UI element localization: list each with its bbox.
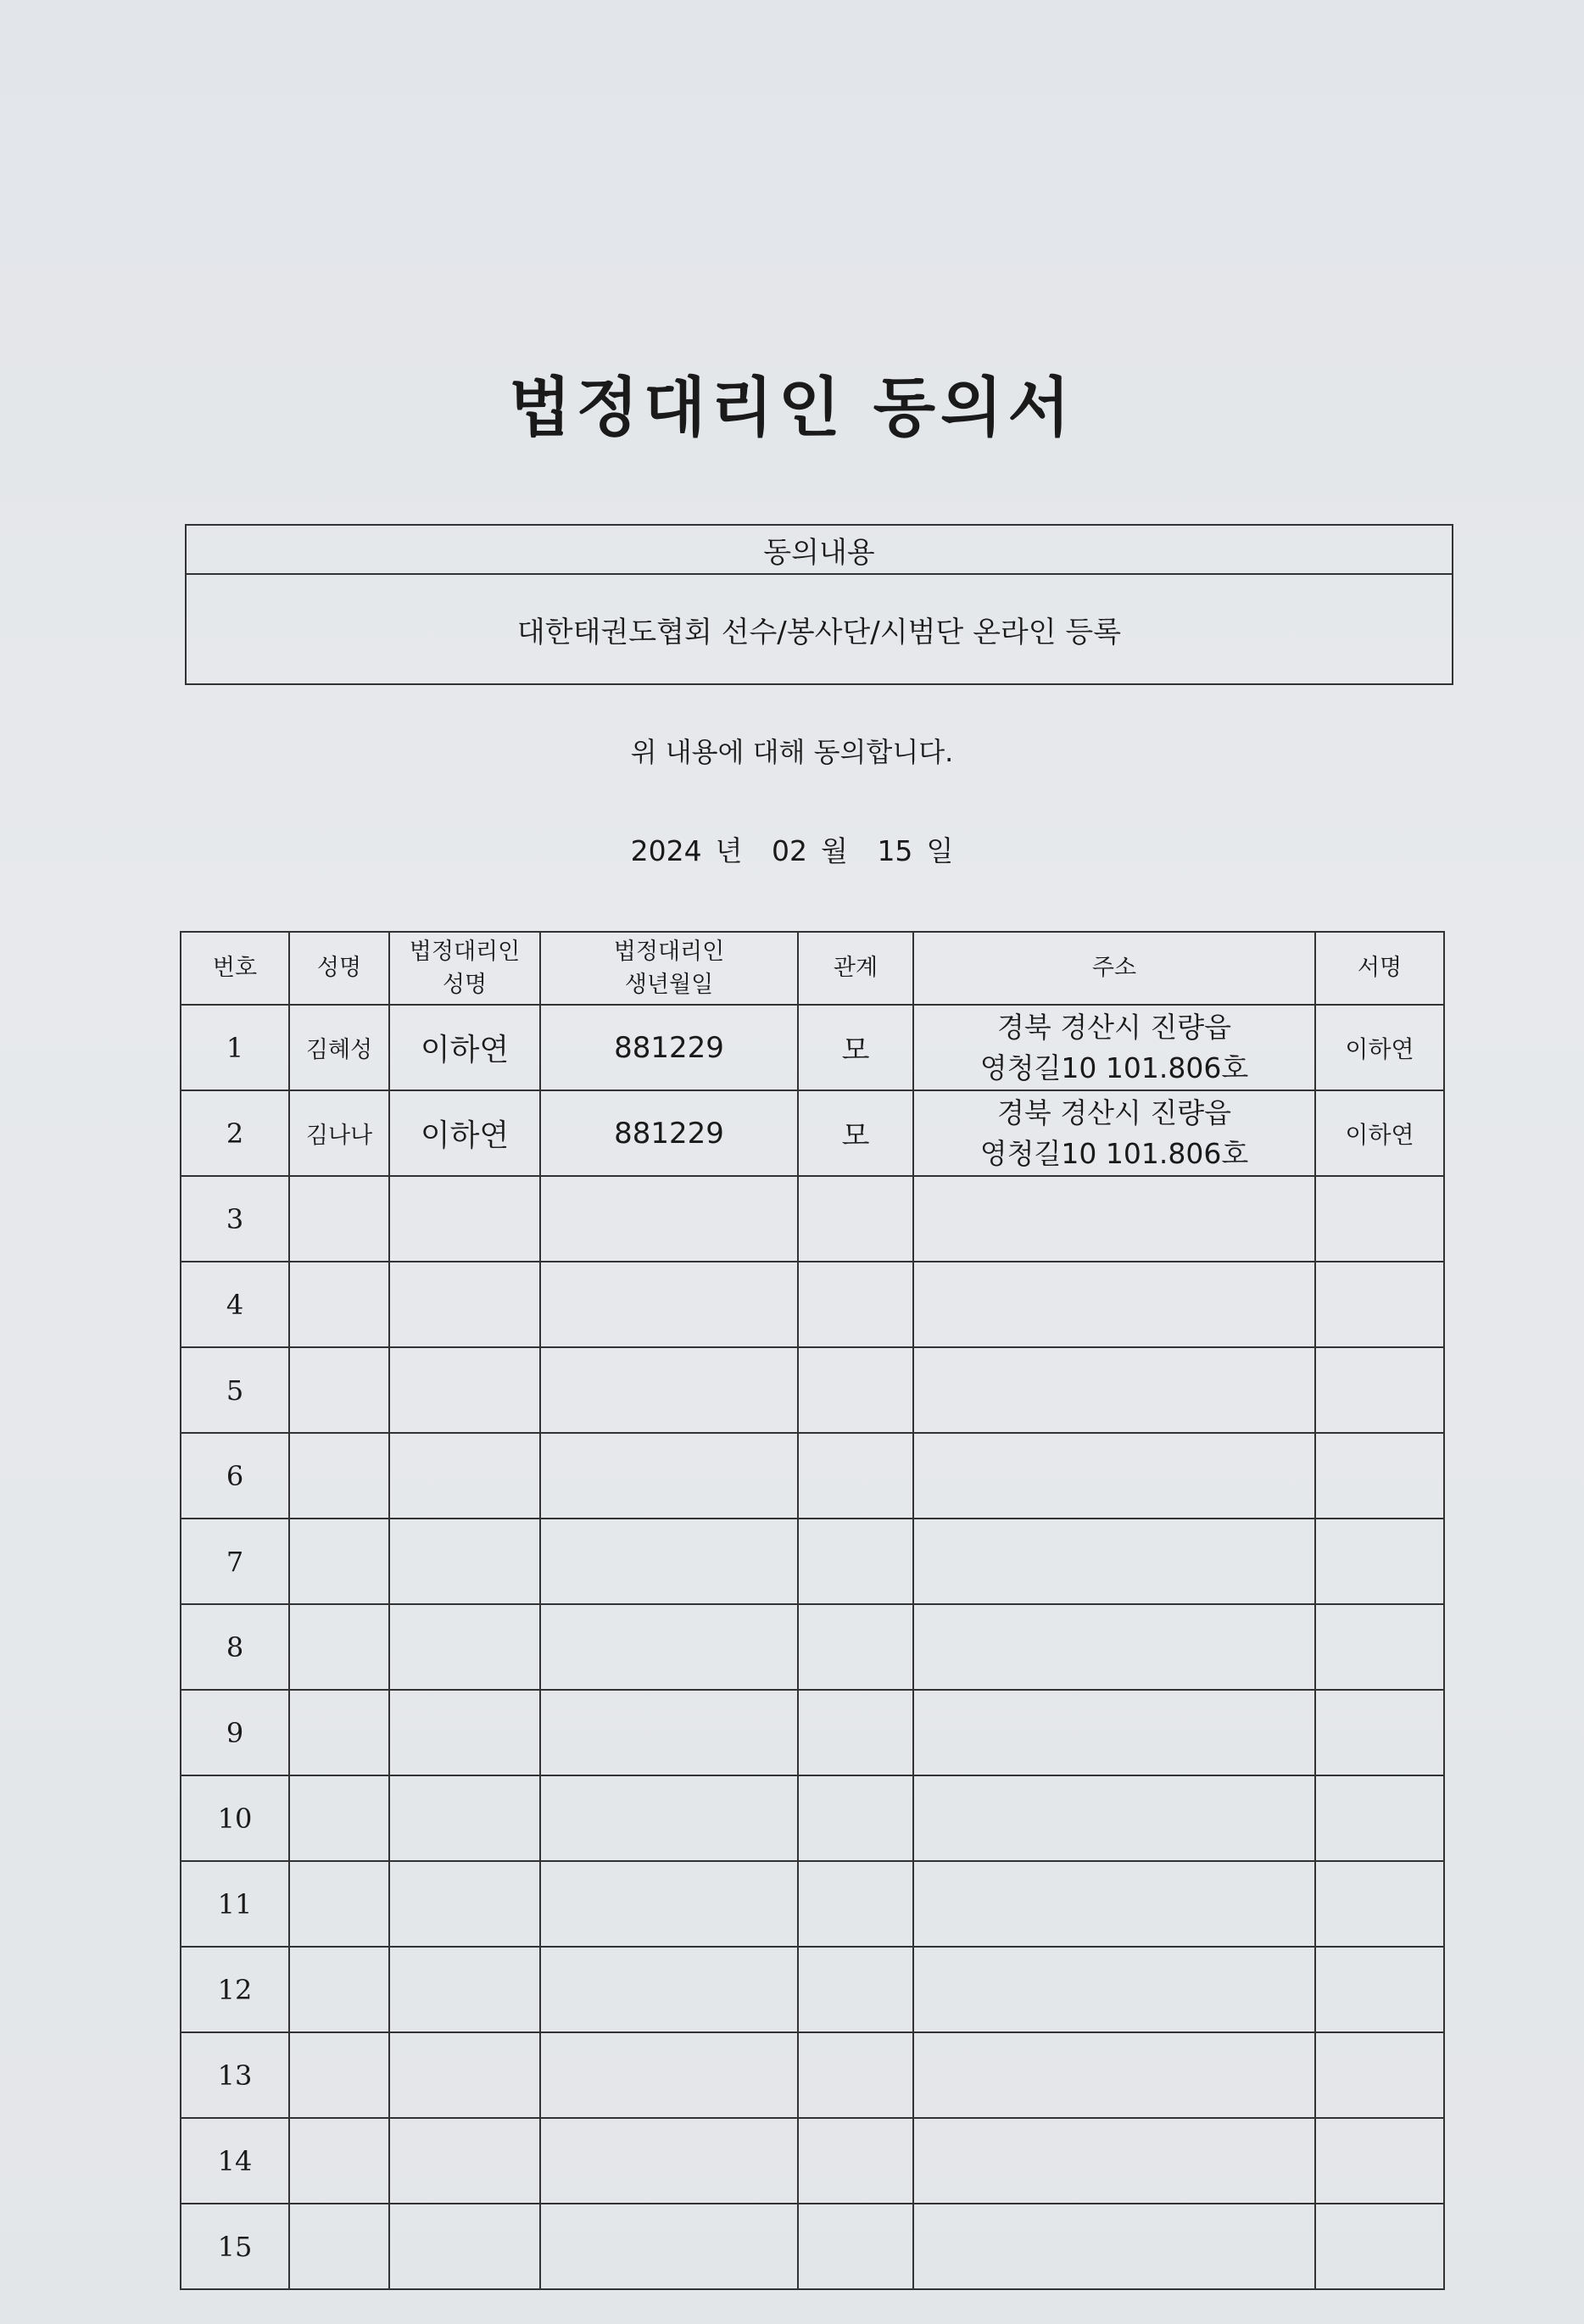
row-address [913,2118,1315,2204]
row-signature [1315,2032,1444,2118]
row-rep-name [389,1775,540,1861]
row-rep-birth [540,1775,798,1861]
row-relation [798,1176,913,1262]
row-relation [798,1262,913,1347]
header-no: 번호 [181,932,289,1005]
row-signature [1315,1176,1444,1262]
row-rep-birth [540,1861,798,1947]
row-address [913,1861,1315,1947]
row-relation [798,1433,913,1519]
row-relation [798,1947,913,2032]
row-rep-name [389,1176,540,1262]
header-address: 주소 [913,932,1315,1005]
row-signature [1315,1947,1444,2032]
header-rep-name-line2: 성명 [442,972,488,998]
table-header-row [181,932,1444,1005]
row-number: 5 [181,1347,289,1433]
row-signature [1315,1262,1444,1347]
row-relation [798,2204,913,2289]
row-rep-name [389,1519,540,1604]
row-signature [1315,1433,1444,1519]
date-month: 02 [772,834,808,867]
row-number: 6 [181,1433,289,1519]
row-name [289,1861,389,1947]
row-address-line1: 경북 경산시 진량읍 [996,1010,1231,1044]
row-signature [1315,1519,1444,1604]
row-signature: 이하연 [1315,1090,1444,1176]
row-name [289,1347,389,1433]
row-signature [1315,2118,1444,2204]
row-signature: 이하연 [1315,1005,1444,1090]
row-rep-birth [540,2032,798,2118]
row-name: 김나나 [289,1090,389,1176]
row-address [913,1090,1315,1176]
date-day: 15 [877,834,913,867]
document-title: 법정대리인 동의서 [509,370,1075,445]
row-address [913,1947,1315,2032]
row-number: 12 [181,1947,289,2032]
row-address [913,1775,1315,1861]
row-rep-name [389,2032,540,2118]
row-relation: 모 [798,1090,913,1176]
table-row [181,1347,1444,1433]
row-rep-name [389,1433,540,1519]
row-relation [798,2032,913,2118]
table-row [181,1262,1444,1347]
row-name [289,1690,389,1775]
row-number: 8 [181,1604,289,1690]
row-address [913,2032,1315,2118]
table-row [181,1604,1444,1690]
row-rep-birth [540,2118,798,2204]
row-rep-birth: 881229 [540,1090,798,1176]
row-rep-birth: 881229 [540,1005,798,1090]
row-relation [798,1519,913,1604]
header-rep-birth [540,932,798,1005]
header-signature: 서명 [1315,932,1444,1005]
row-name [289,1433,389,1519]
row-rep-birth [540,1347,798,1433]
table-row [181,1775,1444,1861]
table-row [181,1433,1444,1519]
row-rep-birth [540,1262,798,1347]
row-signature [1315,2204,1444,2289]
row-relation [798,1604,913,1690]
row-rep-name [389,1604,540,1690]
row-address [913,1176,1315,1262]
row-name: 김혜성 [289,1005,389,1090]
row-rep-name [389,1262,540,1347]
date-month-unit: 월 [821,834,848,867]
row-address [913,2204,1315,2289]
row-rep-birth [540,1433,798,1519]
table-row [181,1519,1444,1604]
row-address-line2: 영청길10 101.806호 [979,1136,1249,1170]
header-name: 성명 [289,932,389,1005]
row-relation [798,1690,913,1775]
row-rep-name [389,1861,540,1947]
consent-date [0,829,1584,869]
row-address-line1: 경북 경산시 진량읍 [996,1095,1231,1129]
agreement-statement: 위 내용에 대해 동의합니다. [630,736,954,768]
row-name [289,2118,389,2204]
row-rep-birth [540,1690,798,1775]
row-signature [1315,1690,1444,1775]
table-row [181,2204,1444,2289]
row-rep-name [389,2118,540,2204]
header-rep-birth-line2: 생년월일 [624,972,714,998]
date-year: 2024 [630,834,702,867]
row-rep-name [389,2204,540,2289]
table-row [181,1861,1444,1947]
row-name [289,1775,389,1861]
row-name [289,2032,389,2118]
row-signature [1315,1775,1444,1861]
date-year-unit: 년 [715,834,743,867]
row-number: 15 [181,2204,289,2289]
row-address [913,1690,1315,1775]
row-relation: 모 [798,1005,913,1090]
row-number: 2 [181,1090,289,1176]
row-name [289,1176,389,1262]
row-address [913,1262,1315,1347]
row-relation [798,2118,913,2204]
row-relation [798,1347,913,1433]
row-signature [1315,1347,1444,1433]
row-rep-name [389,1347,540,1433]
date-day-unit: 일 [926,834,954,867]
row-address [913,1433,1315,1519]
row-number: 14 [181,2118,289,2204]
consent-box [185,524,1453,685]
header-rep-name [389,932,540,1005]
row-address [913,1604,1315,1690]
row-relation [798,1775,913,1861]
header-rep-name-line1: 법정대리인 [409,938,521,965]
row-number: 4 [181,1262,289,1347]
table-body [181,1005,1444,2289]
table-row [181,1005,1444,1090]
row-number: 11 [181,1861,289,1947]
row-name [289,1604,389,1690]
row-number: 13 [181,2032,289,2118]
row-number: 9 [181,1690,289,1775]
row-number: 10 [181,1775,289,1861]
row-number: 1 [181,1005,289,1090]
row-name [289,2204,389,2289]
consent-roster-table [180,931,1445,2290]
row-rep-name [389,1947,540,2032]
row-number: 3 [181,1176,289,1262]
row-address [913,1519,1315,1604]
row-rep-birth [540,1519,798,1604]
row-address [913,1347,1315,1433]
row-signature [1315,1604,1444,1690]
consent-body: 대한태권도협회 선수/봉사단/시범단 온라인 등록 [516,615,1122,649]
row-rep-birth [540,1947,798,2032]
row-rep-birth [540,1176,798,1262]
row-name [289,1947,389,2032]
table-row [181,1176,1444,1262]
header-relation: 관계 [798,932,913,1005]
row-rep-name: 이하연 [389,1005,540,1090]
row-address-line2: 영청길10 101.806호 [979,1051,1249,1084]
row-address [913,1005,1315,1090]
table-row [181,2118,1444,2204]
row-signature [1315,1861,1444,1947]
row-rep-birth [540,2204,798,2289]
row-name [289,1262,389,1347]
table-row [181,2032,1444,2118]
row-rep-name: 이하연 [389,1090,540,1176]
row-rep-birth [540,1604,798,1690]
row-number: 7 [181,1519,289,1604]
row-name [289,1519,389,1604]
table-row [181,1690,1444,1775]
row-relation [798,1861,913,1947]
row-rep-name [389,1690,540,1775]
header-rep-birth-line1: 법정대리인 [613,938,725,965]
table-row [181,1090,1444,1176]
table-row [181,1947,1444,2032]
consent-header: 동의내용 [187,526,1452,575]
